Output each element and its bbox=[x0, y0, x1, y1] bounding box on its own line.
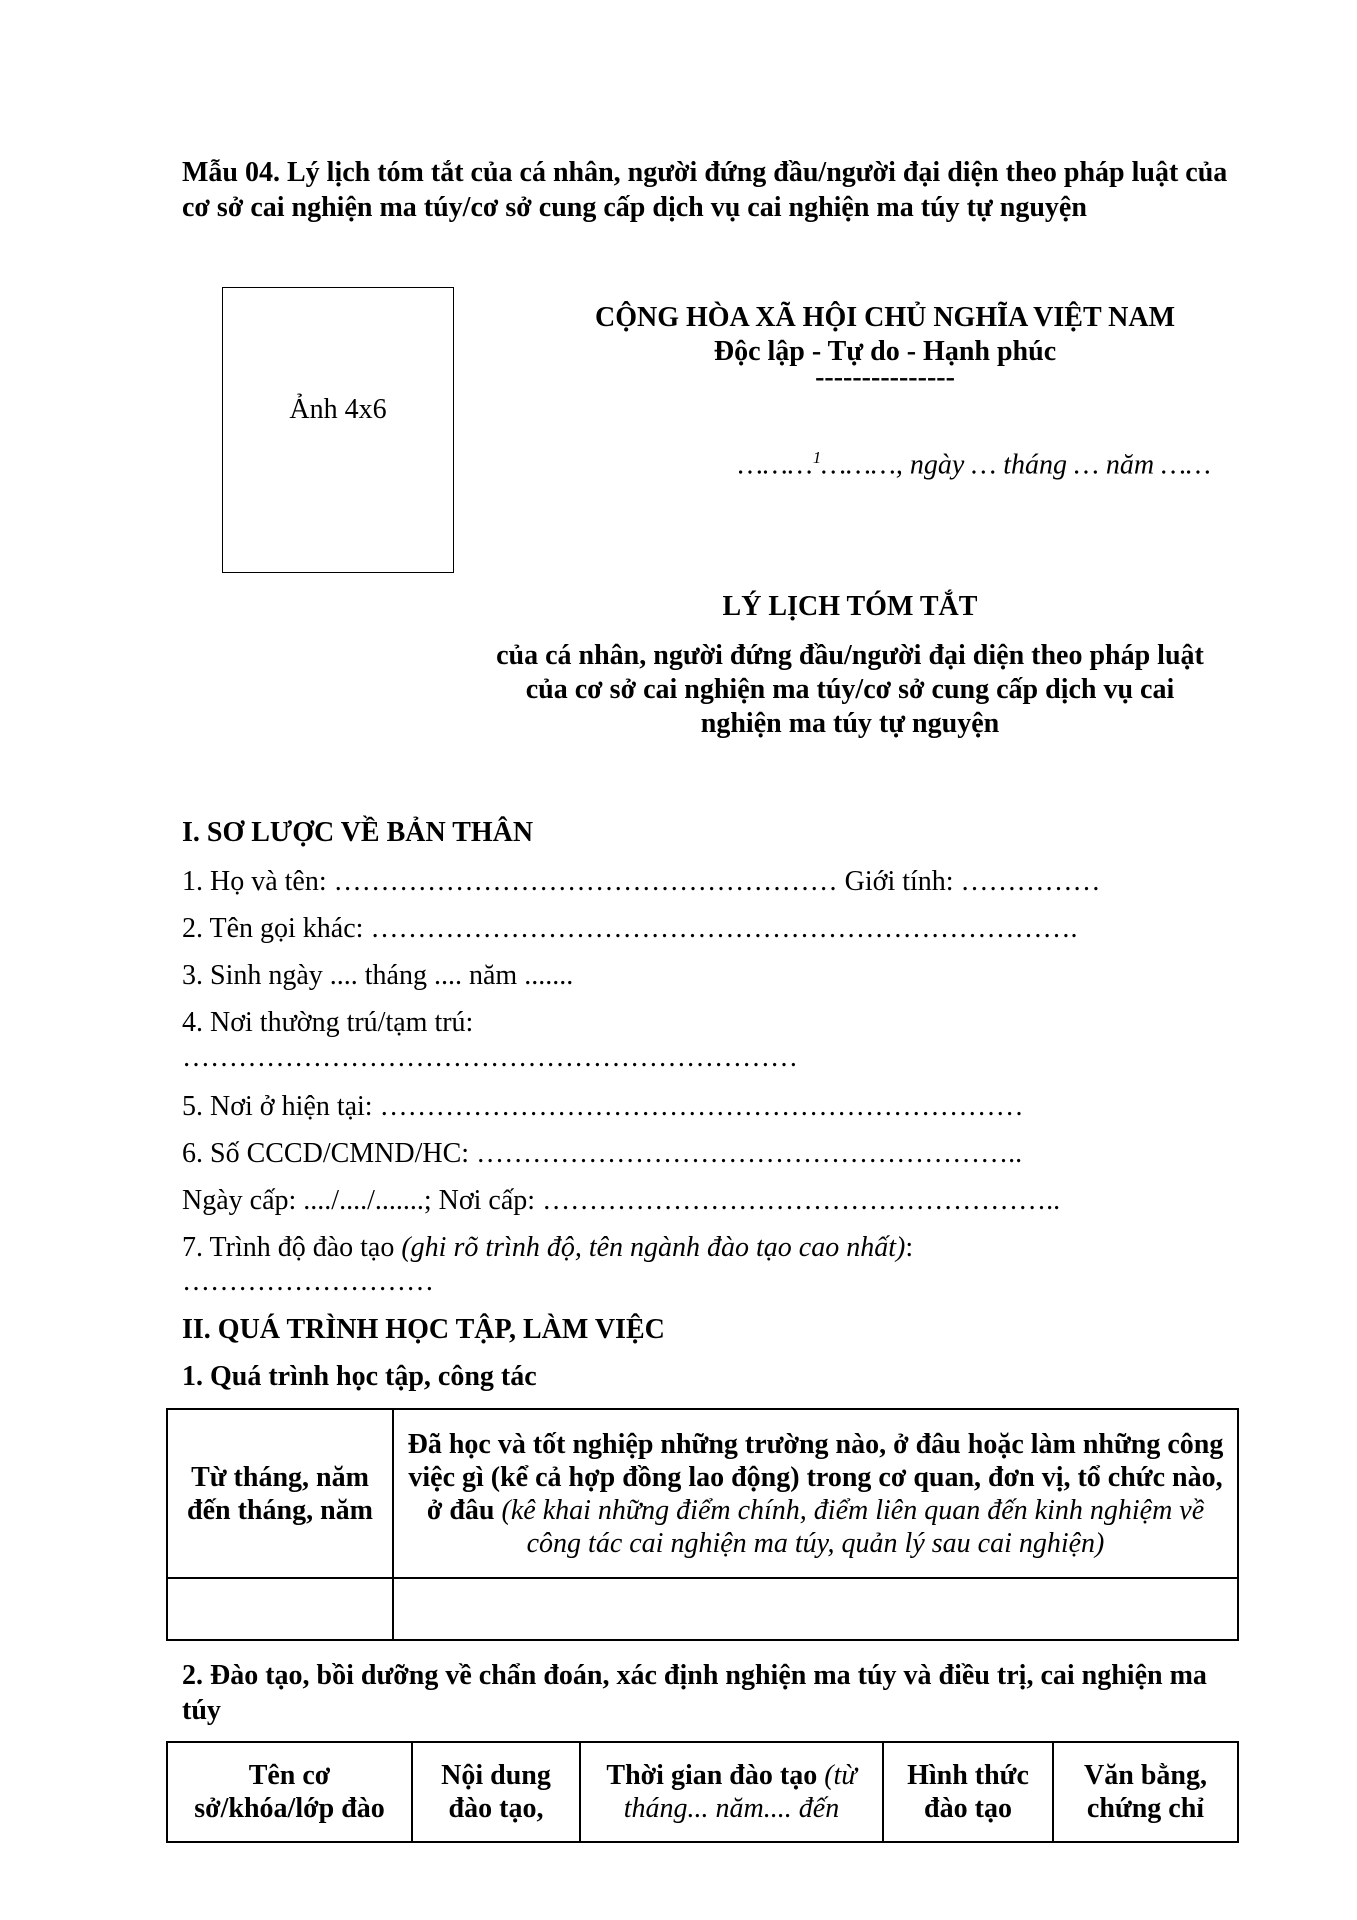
photo-label: Ảnh 4x6 bbox=[289, 393, 387, 425]
header-divider: --------------- bbox=[815, 362, 955, 393]
place-date-line bbox=[738, 447, 1211, 484]
field-id-number: 6. Số CCCD/CMND/HC: ………………………………………………….. bbox=[182, 1138, 1023, 1169]
education-note: (ghi rõ trình độ, tên ngành đào tạo cao nhất) bbox=[401, 1232, 906, 1263]
col-training-form bbox=[883, 1742, 1053, 1842]
section-2-heading: II. QUÁ TRÌNH HỌC TẬP, LÀM VIỆC bbox=[182, 1314, 665, 1345]
section-1-heading: I. SƠ LƯỢC VỀ BẢN THÂN bbox=[182, 817, 534, 848]
form-title: Mẫu 04. Lý lịch tóm tắt của cá nhân, người đứng đầu/người đại diện theo pháp luật của cơ sở cai nghiện ma túy/cơ sở cung cấp dịch vụ cai nghiện ma túy tự nguyện bbox=[182, 157, 1228, 223]
footnote-ref: 1 bbox=[812, 448, 822, 467]
col-training-time bbox=[580, 1742, 883, 1842]
national-title: CỘNG HÒA XÃ HỘI CHỦ NGHĨA VIỆT NAM bbox=[594, 302, 1176, 333]
col-institution-line-2: sở/khóa/lớp đào bbox=[194, 1793, 385, 1824]
photo-placeholder bbox=[222, 287, 454, 573]
col-certificate-line-2: chứng chỉ bbox=[1086, 1793, 1205, 1824]
col-period-line-2: đến tháng, năm bbox=[187, 1494, 373, 1526]
col-period-line-1: Từ tháng, năm bbox=[191, 1461, 369, 1493]
table-header-row bbox=[167, 1742, 1238, 1842]
education-colon: : bbox=[905, 1232, 914, 1263]
date-text: ………, ngày … tháng … năm …… bbox=[821, 449, 1211, 481]
field-permanent-address: 4. Nơi thường trú/tạm trú: bbox=[182, 1007, 474, 1038]
col-period bbox=[167, 1409, 393, 1578]
col-time-line-1: Thời gian đào tạo bbox=[606, 1760, 825, 1791]
field-issue-date-place: Ngày cấp: ..../..../.......; Nơi cấp: ……………………………………………….. bbox=[182, 1185, 1061, 1216]
training-table bbox=[166, 1741, 1239, 1843]
col-certificate-line-1: Văn bằng, bbox=[1084, 1760, 1207, 1791]
col-certificate bbox=[1053, 1742, 1238, 1842]
education-label: 7. Trình độ đào tạo bbox=[182, 1232, 402, 1263]
section-2-sub-2: 2. Đào tạo, bồi dưỡng về chẩn đoán, xác định nghiện ma túy và điều trị, cai nghiện ma túy bbox=[182, 1660, 1207, 1726]
document-subtitle-2: của cơ sở cai nghiện ma túy/cơ sở cung cấp dịch vụ cai bbox=[525, 674, 1175, 705]
col-content-line-1: Nội dung bbox=[441, 1760, 551, 1791]
table-cell-empty[interactable] bbox=[393, 1578, 1238, 1640]
field-full-name: 1. Họ và tên: ……………………………………………… Giới tính: …………… bbox=[182, 866, 1101, 897]
section-2-sub-1: 1. Quá trình học tập, công tác bbox=[182, 1361, 537, 1392]
col-training-content bbox=[412, 1742, 580, 1842]
document-subtitle-1: của cá nhân, người đứng đầu/người đại diện theo pháp luật bbox=[496, 640, 1204, 671]
document-subtitle-3: nghiện ma túy tự nguyện bbox=[700, 708, 1000, 739]
field-education-dots: ……………………… bbox=[182, 1266, 434, 1297]
document-title: LÝ LỊCH TÓM TẮT bbox=[722, 591, 978, 622]
col-time-line-1-note: (từ bbox=[824, 1760, 857, 1791]
col-content-line-2: đào tạo, bbox=[448, 1793, 544, 1824]
work-history-table bbox=[166, 1408, 1239, 1641]
col-description bbox=[393, 1409, 1238, 1578]
col-institution-line-1: Tên cơ bbox=[248, 1760, 331, 1791]
col-form-line-1: Hình thức bbox=[907, 1760, 1029, 1791]
place-dots: ……… bbox=[738, 449, 813, 481]
col-form-line-2: đào tạo bbox=[924, 1793, 1012, 1824]
col-description-note: (kê khai những điểm chính, điểm liên quan đến kinh nghiệm về công tác cai nghiện ma túy, quản lý sau cai nghiện) bbox=[501, 1494, 1205, 1559]
field-permanent-address-dots: ………………………………………………………… bbox=[182, 1042, 798, 1073]
national-motto: Độc lập - Tự do - Hạnh phúc bbox=[713, 336, 1057, 367]
field-birth-date: 3. Sinh ngày .... tháng .... năm ....... bbox=[182, 960, 574, 991]
table-cell-empty[interactable] bbox=[167, 1578, 393, 1640]
field-other-name: 2. Tên gọi khác: …………………………………………………………………. bbox=[182, 913, 1078, 944]
col-training-institution bbox=[167, 1742, 412, 1842]
col-time-line-2: tháng... năm.... đến bbox=[623, 1793, 840, 1824]
field-current-address: 5. Nơi ở hiện tại: …………………………………………………………… bbox=[182, 1091, 1024, 1122]
col-description-bold: Đã học và tốt nghiệp những trường nào, ở đâu hoặc làm những công việc gì (kể cả hợp đồng lao động) trong cơ quan, đơn vị, tổ chức nào, ở đâu bbox=[407, 1428, 1224, 1526]
table-row bbox=[167, 1578, 1238, 1640]
field-education-level bbox=[182, 1230, 913, 1266]
table-header-row bbox=[167, 1409, 1238, 1578]
